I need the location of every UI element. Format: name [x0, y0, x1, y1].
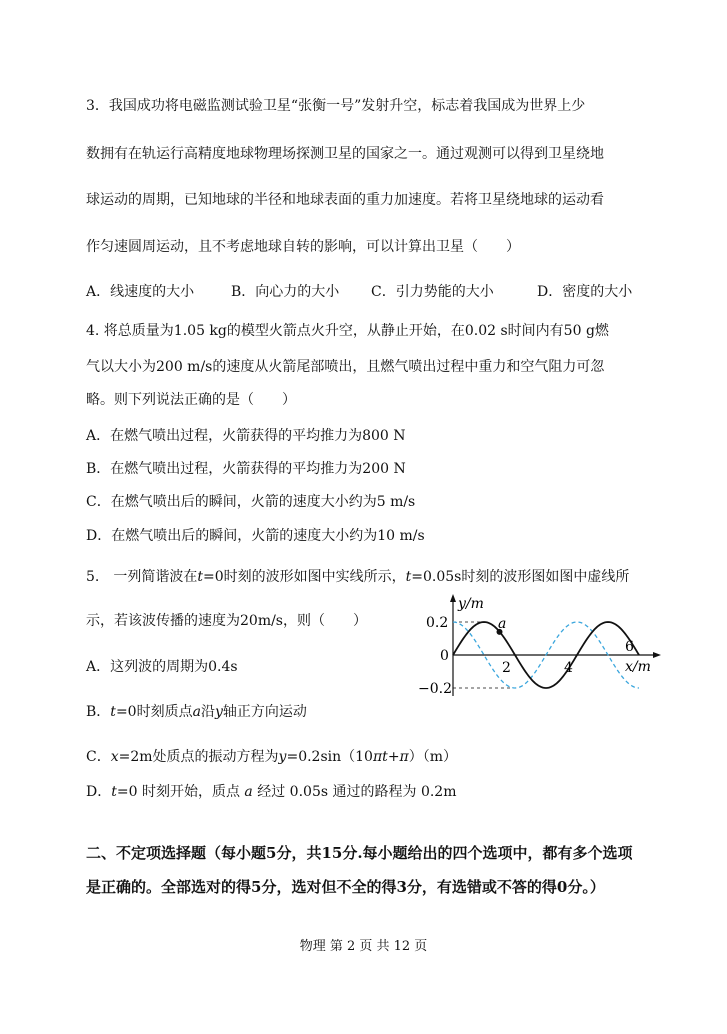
- y-axis-label: y/m: [458, 596, 484, 612]
- x-tick-4: 4: [564, 660, 573, 676]
- point-a-label: a: [498, 616, 507, 632]
- q5-option-b: [86, 701, 307, 721]
- x-axis-arrow: [653, 652, 661, 658]
- q4-line-3: 略。则下列说法正确的是（ ）: [86, 392, 296, 408]
- q5-line-2: 示，若该波传播的速度为20m/s，则（ ）: [86, 613, 367, 629]
- var-a: a: [244, 784, 253, 800]
- q4-option-d: D．在燃气喷出后的瞬间，火箭的速度大小约为10 m/s: [86, 528, 425, 544]
- q5-d-b: =0 时刻开始，质点: [116, 784, 245, 800]
- q5-option-c: [86, 746, 457, 766]
- page-footer: 物理 第 2 页 共 12 页: [299, 939, 428, 954]
- q5-line-1-c: =0.05s时刻的波形图如图中虚线所: [411, 569, 630, 585]
- q3-option-a: A．线速度的大小: [86, 284, 195, 300]
- var-a: a: [192, 704, 201, 720]
- q5-b-b: =0时刻质点: [115, 704, 193, 720]
- q4-option-b: B．在燃气喷出过程，火箭获得的平均推力为200 N: [86, 461, 406, 477]
- section2-line-1: 二、不定项选择题（每小题5分，共15分.每小题给出的四个选项中，都有多个选项: [86, 844, 633, 862]
- q5-c-e: ）（m）: [408, 749, 458, 765]
- q3-line-4: 作匀速圆周运动，且不考虑地球自转的影响，可以计算出卫星（ ）: [86, 239, 520, 255]
- y-tick-neg-0.2: −0.2: [418, 681, 452, 697]
- q3-line-2: 数拥有在轨运行高精度地球物理场探测卫星的国家之一。通过观测可以得到卫星绕地: [86, 146, 604, 162]
- q5-line-1-b: =0时刻的波形如图中实线所示，: [203, 569, 406, 585]
- q5-b-c: 沿: [200, 704, 215, 720]
- y-tick-0.2: 0.2: [426, 615, 449, 631]
- x-tick-6: 6: [625, 639, 634, 655]
- var-y: y: [278, 749, 287, 765]
- x-axis-label: x/m: [625, 659, 651, 675]
- q5-b-d: 轴正方向运动: [222, 704, 307, 720]
- var-y: y: [214, 704, 223, 720]
- q5-line-1-a: 5. 一列简谐波在: [86, 569, 198, 585]
- q5-option-d: [86, 781, 456, 801]
- q4-line-1: 4. 将总质量为1.05 kg的模型火箭点火升空，从静止开始，在0.02 s时间内有50 g燃: [86, 323, 609, 339]
- q5-b-a: B．: [86, 704, 111, 720]
- var-t: t: [197, 569, 203, 585]
- q4-option-c: C．在燃气喷出后的瞬间，火箭的速度大小约为5 m/s: [86, 494, 416, 510]
- q5-line-1: [86, 566, 629, 586]
- q5-d-c: 经过 0.05s 通过的路程为 0.2m: [252, 784, 457, 800]
- var-t: t: [405, 569, 412, 585]
- var-x: x: [110, 749, 119, 765]
- var-pi: π: [399, 749, 409, 765]
- q5-option-a: A．这列波的周期为0.4s: [86, 659, 238, 675]
- var-t: t: [382, 749, 388, 765]
- var-t: t: [111, 784, 117, 800]
- q3-line-3: 球运动的周期，已知地球的半径和地球表面的重力加速度。若将卫星绕地球的运动看: [86, 192, 604, 208]
- q5-c-c: =0.2sin（10: [286, 749, 373, 765]
- y-tick-0: 0: [440, 648, 449, 664]
- q4-option-a: A．在燃气喷出过程，火箭获得的平均推力为800 N: [86, 428, 406, 444]
- q5-c-d: +: [387, 749, 400, 765]
- var-t: t: [110, 704, 116, 720]
- wave-graph: [412, 594, 662, 704]
- q3-option-d: D．密度的大小: [537, 284, 633, 300]
- q3-line-1: 3．我国成功将电磁监测试验卫星“张衡一号”发射升空，标志着我国成为世界上少: [86, 98, 586, 114]
- q3-option-b: B．向心力的大小: [231, 284, 340, 300]
- x-tick-2: 2: [502, 660, 511, 676]
- q5-c-a: C．: [86, 749, 111, 765]
- section2-line-2: 是正确的。全部选对的得5分，选对但不全的得3分，有选错或不答的得0分。）: [86, 878, 605, 896]
- y-axis-arrow: [450, 594, 456, 602]
- q5-c-b: =2m处质点的振动方程为: [118, 749, 279, 765]
- q5-d-a: D．: [86, 784, 112, 800]
- q4-line-2: 气以大小为200 m/s的速度从火箭尾部喷出，且燃气喷出过程中重力和空气阻力可忽: [86, 359, 605, 375]
- var-pi: π: [372, 749, 383, 765]
- q3-option-c: C．引力势能的大小: [371, 284, 494, 300]
